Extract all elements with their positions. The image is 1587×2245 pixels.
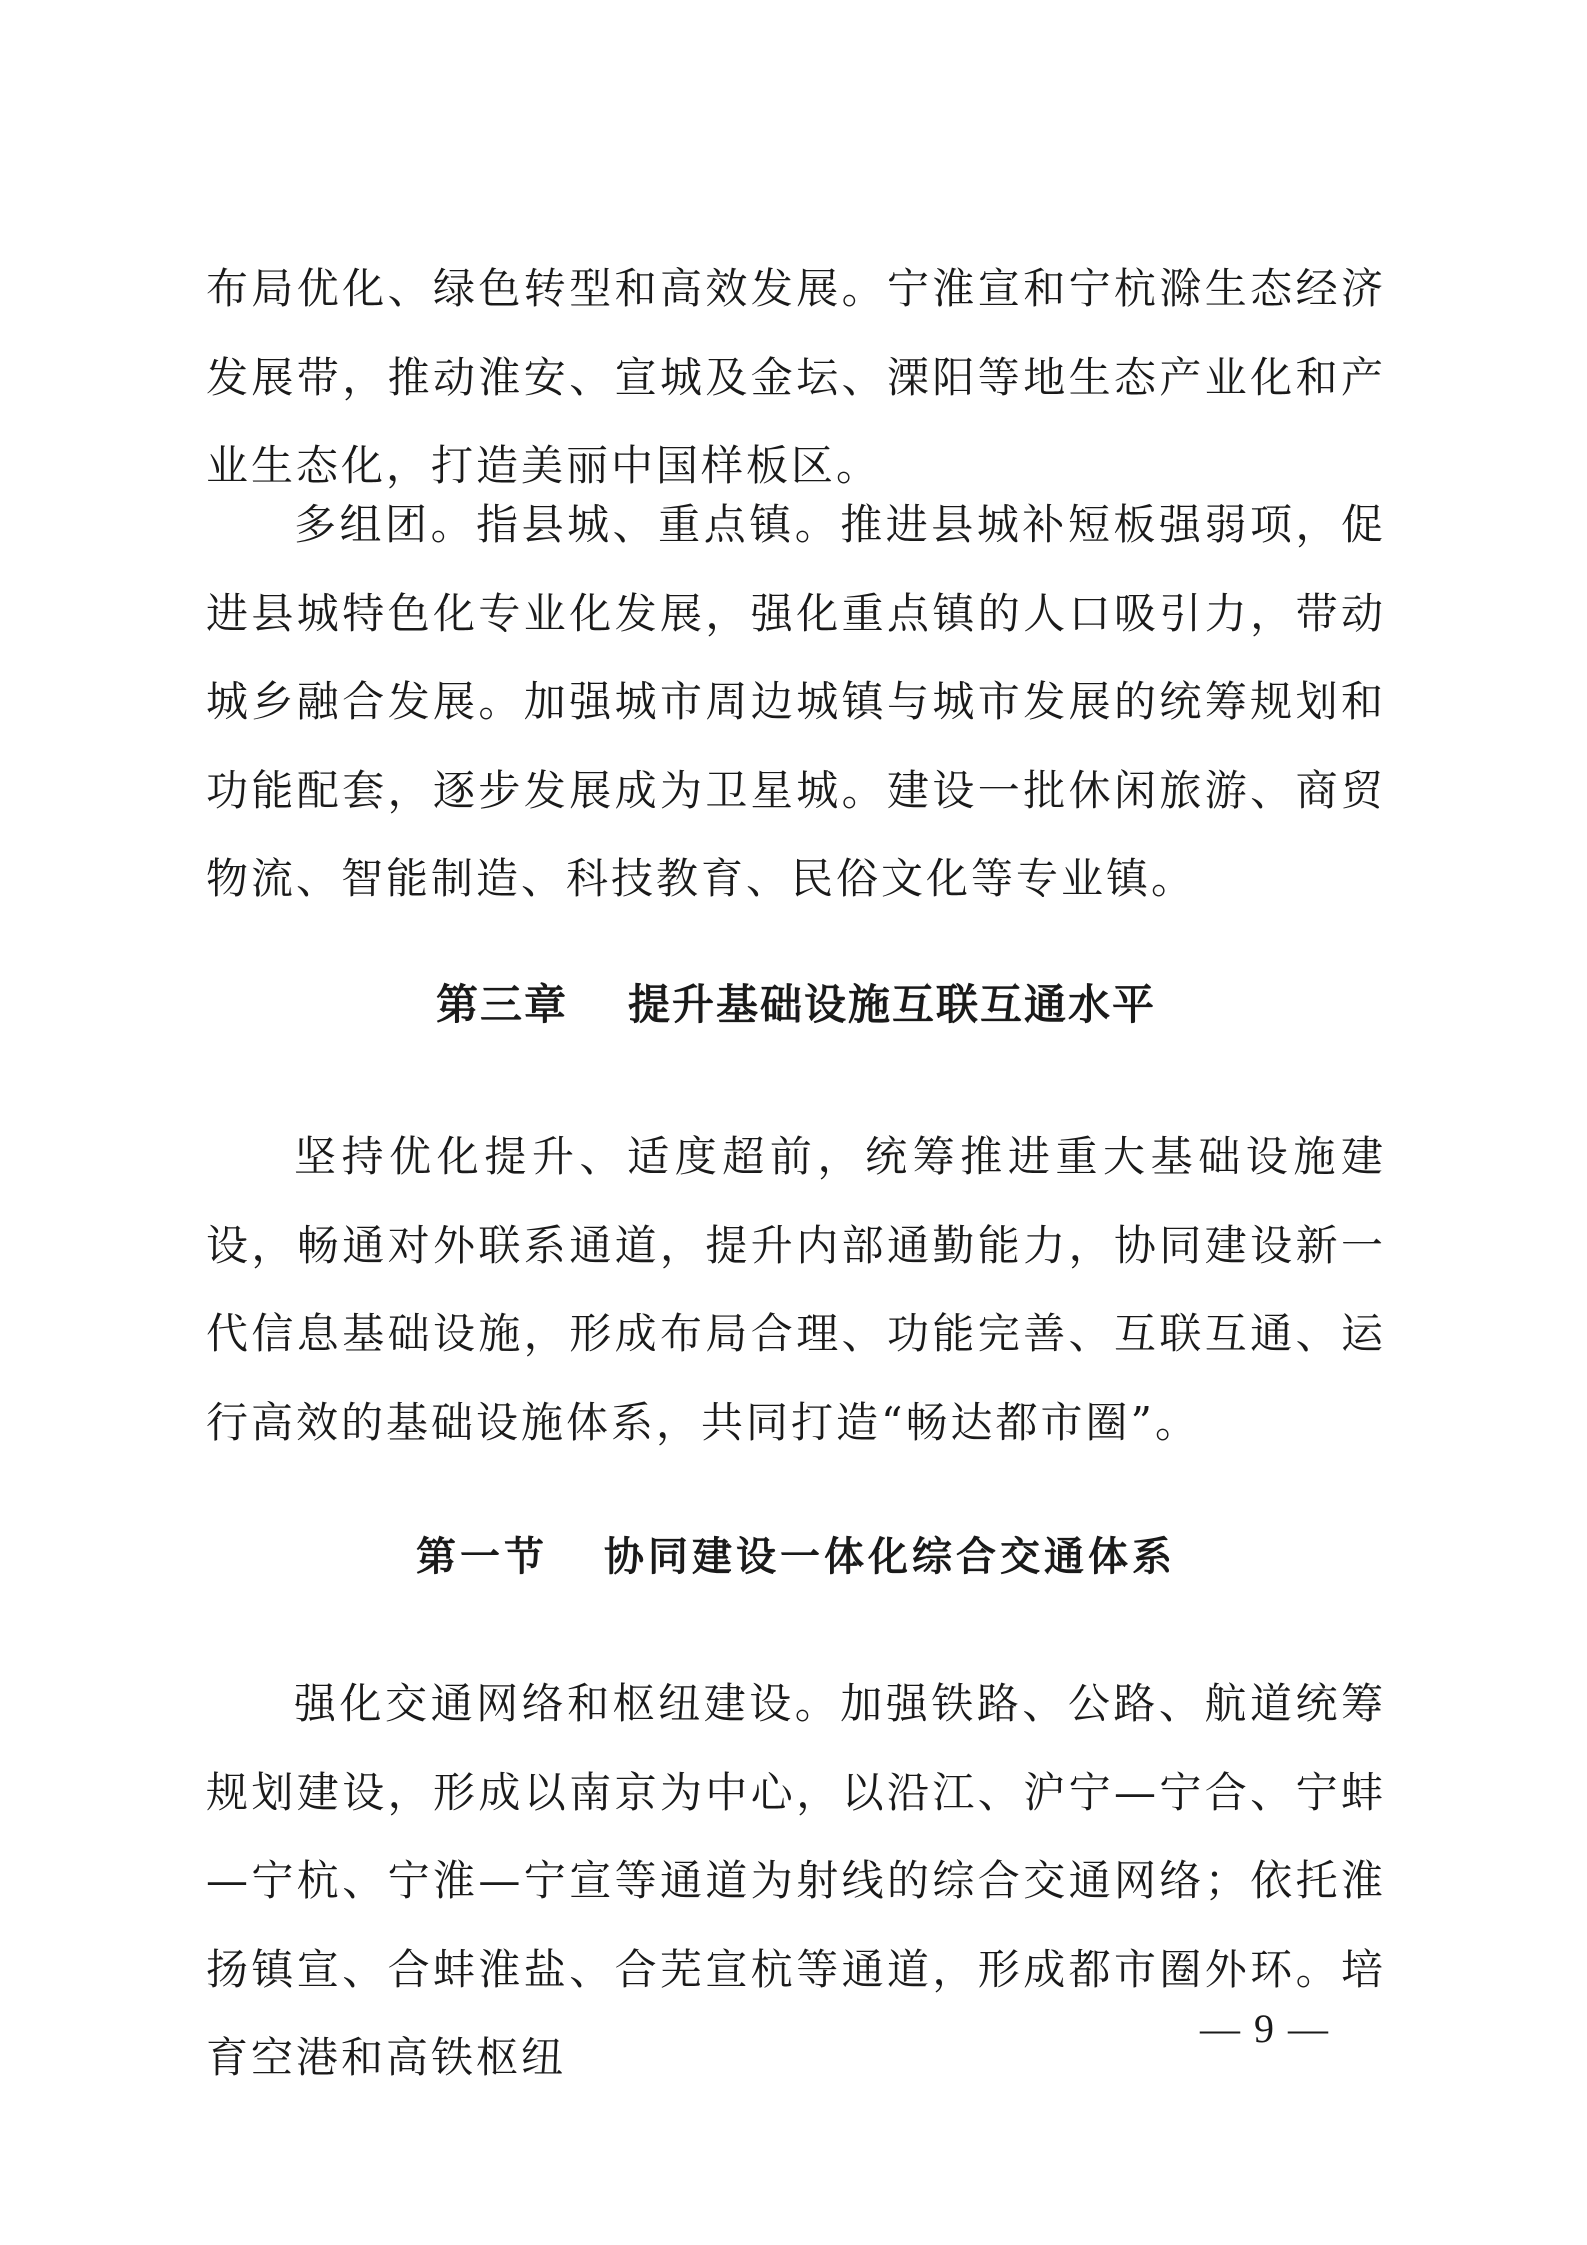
chapter-heading [206,972,1386,1032]
paragraph-transport-network: 强化交通网络和枢纽建设。加强铁路、公路、航道统筹规划建设，形成以南京为中心，以沿江、沪宁—宁合、宁蚌—宁杭、宁淮—宁宣等通道为射线的综合交通网络；依托淮扬镇宣、合蚌淮盐、合芜宣杭等通道，形成都市圈外环。培育空港和高铁枢纽 [206,1679,1386,2082]
section-heading [206,1525,1386,1582]
paragraph-chapter-intro: 坚持优化提升、适度超前，统筹推进重大基础设施建设，畅通对外联系通道，提升内部通勤能力，协同建设新一代信息基础设施，形成布局合理、功能完善、互联互通、运行高效的基础设施体系，共同打造“畅达都市圈”。 [206,1132,1386,1447]
section-title: 协同建设一体化综合交通体系 [604,1533,1176,1580]
page-number: — 9 — [1200,2006,1330,2051]
chapter-number: 第三章 [435,980,568,1029]
chapter-title: 提升基础设施互联互通水平 [628,980,1157,1029]
paragraph-ecological-belt: 布局优化、绿色转型和高效发展。宁淮宣和宁杭滁生态经济发展带，推动淮安、宣城及金坛、溧阳等地生态产业化和产业生态化，打造美丽中国样板区。 [206,264,1386,490]
paragraph-multi-cluster: 多组团。指县城、重点镇。推进县城补短板强弱项，促进县城特色化专业化发展，强化重点镇的人口吸引力，带动城乡融合发展。加强城市周边城镇与城市发展的统筹规划和功能配套，逐步发展成为卫星城。建设一批休闲旅游、商贸物流、智能制造、科技教育、民俗文化等专业镇。 [206,500,1386,903]
section-number: 第一节 [416,1533,548,1580]
